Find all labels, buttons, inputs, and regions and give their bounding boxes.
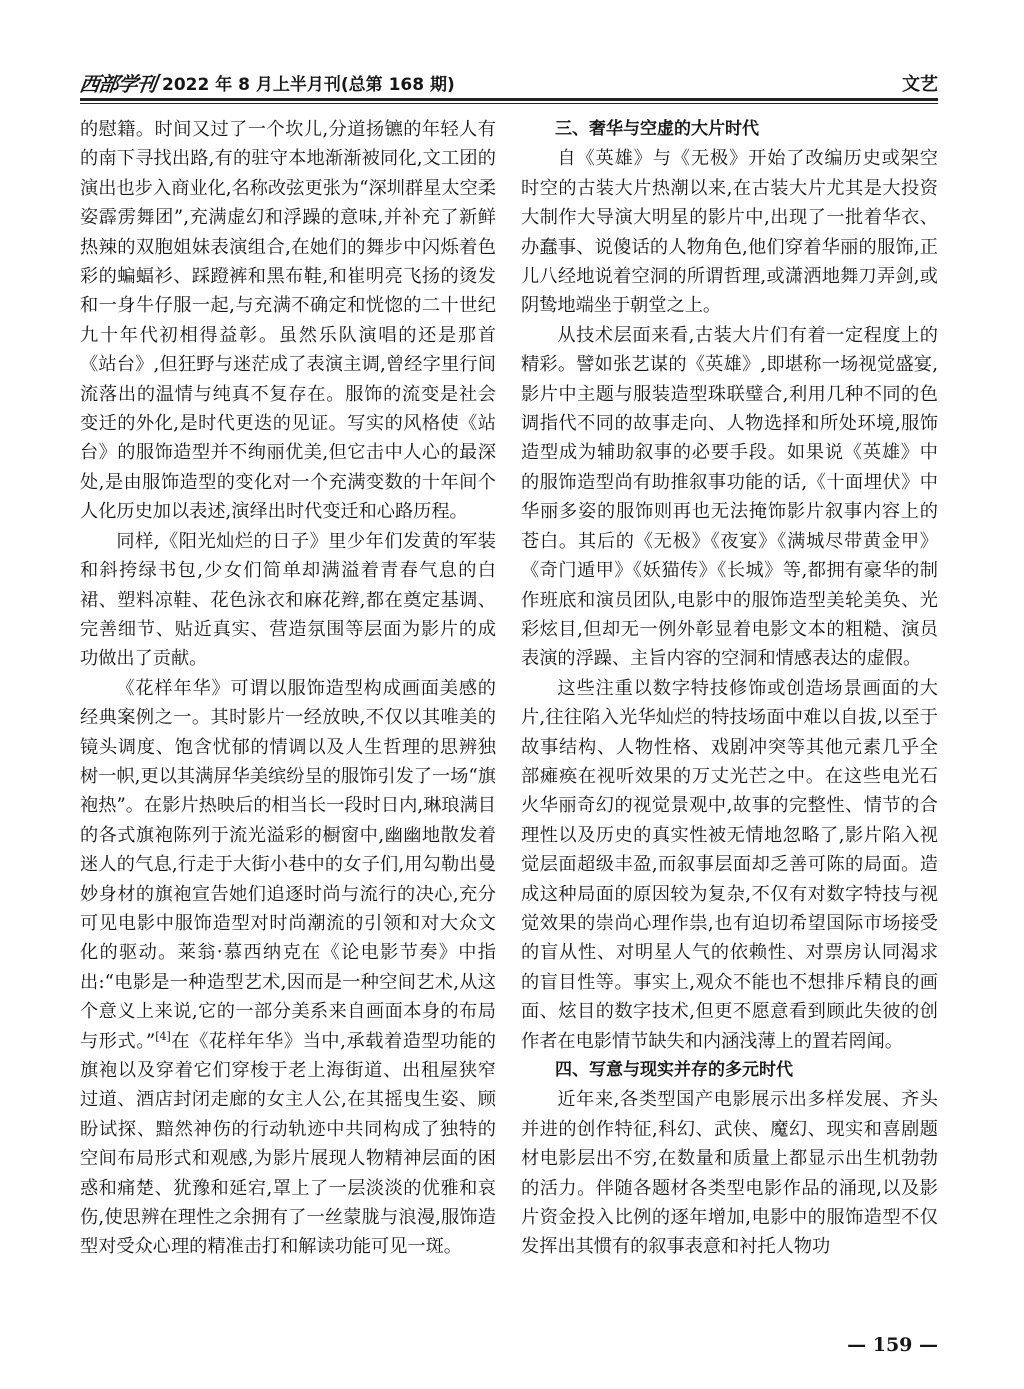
header-rule-thin [80, 103, 938, 104]
paragraph-platform: 的慰籍。时间又过了一个坎儿,分道扬镳的年轻人有的南下寻找出路,有的驻守本地渐渐被同化,文工团的演出也步入商业化,名称改弦更张为“深圳群星太空柔姿霹雳舞团”,充满虚幻和浮躁的意味,并补充了新鲜热辣的双胞姐妹表演组合,在她们的舞步中闪烁着色彩的蝙蝠衫、踩蹬裤和黑布鞋,和崔明亮飞扬的烫发和一身牛仔服一起,与充满不确定和恍惚的二十世纪九十年代初相得益彰。虽然乐队演唱的还是那首《站台》,但狂野与迷茫成了表演主调,曾经字里行间流落出的温情与纯真不复存在。服饰的流变是社会变迁的外化,是时代更迭的见证。写实的风格使《站台》的服饰造型并不绚丽优美,但它击中人心的最深处,是由服饰造型的变化对一个充满变数的十年间个人化历史加以表述,演绎出时代变迁和心路历程。 [80, 119, 496, 523]
paragraph-hero-wuji: 自《英雄》与《无极》开始了改编历史或架空时空的古装大片热潮以来,在古装大片尤其是大投资大制作大导演大明星的影片中,出现了一批着华衣、办蠢事、说傻话的人物角色,他们穿着华丽的服饰,正儿八经地说着空洞的所谓哲理,或潇洒地舞刀弄剑,或阴鸷地端坐于朝堂之上。 [521, 148, 938, 317]
journal-logo: 西部学刊 [78, 72, 158, 96]
issue-info: 2022 年 8 月上半月刊(总第 168 期) [162, 75, 455, 95]
section-heading-4: 四、写意与现实并存的多元时代 [555, 1060, 793, 1080]
paragraph-mood-for-love-part2: 在《花样年华》当中,承载着造型功能的旗袍以及穿着它们穿梭于老上海街道、出租屋狭窄过道、酒店封闭走廊的女主人公,在其摇曳生姿、顾盼试探、黯然神伤的行动轨迹中共同构成了独特的空间布局形式和观感,为影片展现人物精神层面的困惑和痛楚、犹豫和延宕,罩上了一层淡淡的优雅和哀伤,使思辨在理性之余拥有了一丝蒙胧与浪漫,服饰造型对受众心理的精准击打和解读功能可见一斑。 [80, 1030, 496, 1258]
paragraph-mood-for-love [80, 674, 496, 1262]
running-header [80, 64, 938, 100]
right-column [521, 115, 938, 1262]
header-rule-thick [80, 98, 938, 101]
paragraph-digital-effects: 这些注重以数字特技修饰或创造场景画面的大片,往往陷入光华灿烂的特技场面中难以自拔,以至于故事结构、人物性格、戏剧冲突等其他元素几乎全部瘫痪在视听效果的万丈光芒之中。在这些电光石火华丽奇幻的视觉景观中,故事的完整性、情节的合理性以及历史的真实性被无情地忽略了,影片陷入视觉层面超级丰盈,而叙事层面却乏善可陈的局面。造成这种局面的原因较为复杂,不仅有对数字特技与视觉效果的崇尚心理作祟,也有迫切希望国际市场接受的盲从性、对明星人气的依赖性、对票房认同渴求的盲目性等。事实上,观众不能也不想排斥精良的画面、炫目的数字技术,但更不愿意看到顾此失彼的创作者在电影情节缺失和内涵浅薄上的置若罔闻。 [521, 677, 938, 1052]
page-number: — 159 — [847, 1334, 938, 1356]
citation-marker: [4] [155, 1029, 171, 1043]
section-heading-3: 三、奢华与空虚的大片时代 [555, 119, 759, 139]
paragraph-technical-level: 从技术层面来看,古装大片们有着一定程度上的精彩。譬如张艺谋的《英雄》,即堪称一场视觉盛宴,影片中主题与服装造型珠联璧合,利用几种不同的色调指代不同的故事走向、人物选择和所处环境,服饰造型成为辅助叙事的必要手段。如果说《英雄》中的服饰造型尚有助推叙事功能的话,《十面埋伏》中华丽多姿的服饰则再也无法掩饰影片叙事内容上的苍白。其后的《无极》《夜宴》《满城尽带黄金甲》《奇门遁甲》《妖猫传》《长城》等,都拥有豪华的制作班底和演员团队,电影中的服饰造型美轮美奂、光彩炫目,但却无一例外彰显着电影文本的粗糙、演员表演的浮躁、主旨内容的空洞和情感表达的虚假。 [521, 324, 938, 670]
paragraph-recent-years: 近年来,各类型国产电影展示出多样发展、齐头并进的创作特征,科幻、武侠、魔幻、现实和喜剧题材电影层出不穷,在数量和质量上都显示出生机勃勃的活力。伴随各题材各类型电影作品的涌现,以及影片资金投入比例的逐年增加,电影中的服饰造型不仅发挥出其惯有的叙事表意和衬托人物功 [521, 1089, 938, 1258]
section-label: 文艺 [902, 74, 938, 95]
paragraph-sunny-days: 同样,《阳光灿烂的日子》里少年们发黄的军装和斜挎绿书包,少女们简单却满溢着青春气息的白裙、塑料凉鞋、花色泳衣和麻花辫,都在奠定基调、完善细节、贴近真实、营造氛围等层面为影片的成功做出了贡献。 [80, 530, 496, 670]
left-column [80, 115, 496, 1262]
paragraph-mood-for-love-part1: 《花样年华》可谓以服饰造型构成画面美感的经典案例之一。其时影片一经放映,不仅以其唯美的镜头调度、饱含忧郁的情调以及人生哲理的思辨独树一帜,更以其满屏华美缤纷呈的服饰引发了一场“旗袍热”。在影片热映后的相当长一段时日内,琳琅满目的各式旗袍陈列于流光溢彩的橱窗中,幽幽地散发着迷人的气息,行走于大街小巷中的女子们,用勾勒出曼妙身材的旗袍宣告她们追逐时尚与流行的决心,充分可见电影中服饰造型对时尚潮流的引领和对大众文化的驱动。莱翁·慕西纳克在《论电影节奏》中指出:“电影是一种造型艺术,因而是一种空间艺术,从这个意义上来说,它的一部分美系来自画面本身的布局与形式。” [80, 677, 496, 1052]
